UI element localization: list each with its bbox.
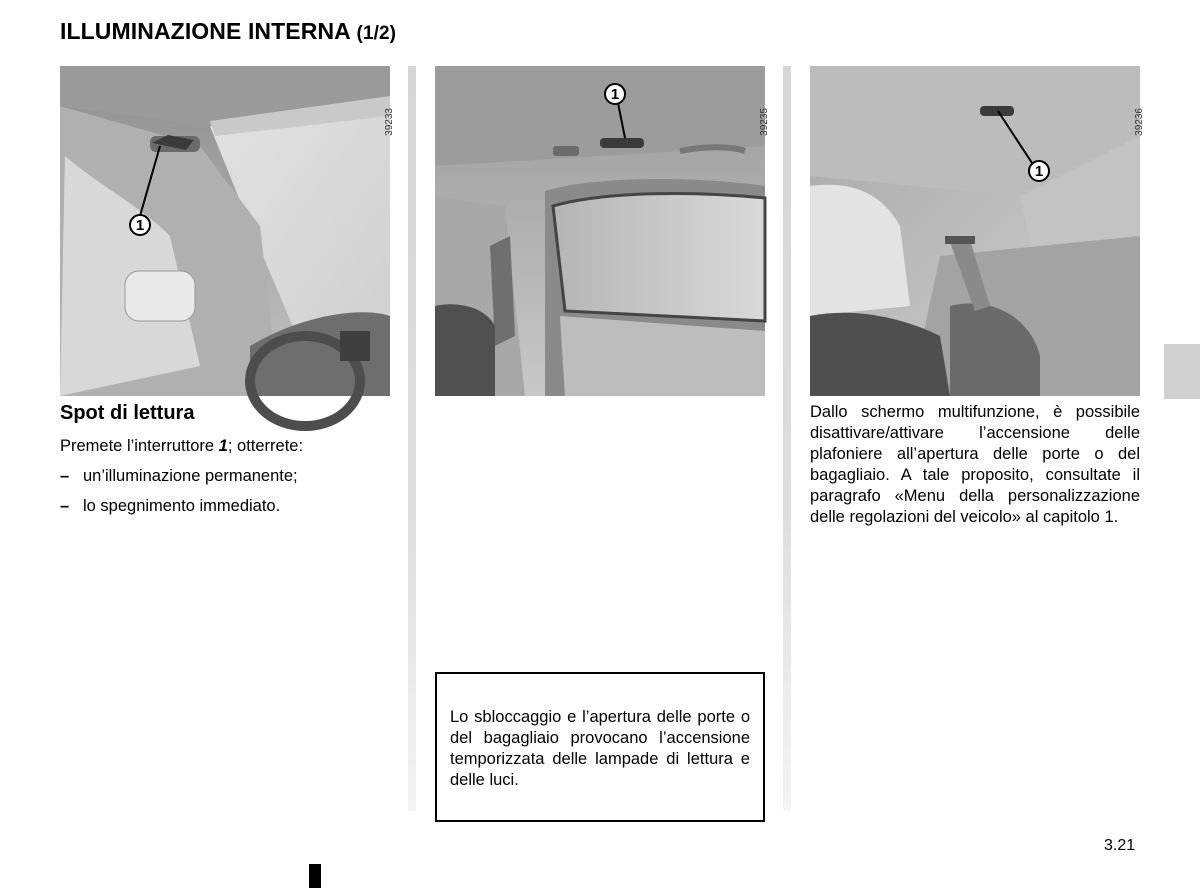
list-item-text: lo spegnimento immediato. xyxy=(83,497,281,515)
chapter-thumb-tab xyxy=(1164,344,1200,399)
callout-marker: 1 xyxy=(604,83,626,105)
column-separator-right xyxy=(783,66,791,811)
callout-marker: 1 xyxy=(1028,160,1050,182)
photo-courtesy-light xyxy=(810,66,1145,396)
switch-reference: 1 xyxy=(218,437,228,455)
section-heading: Spot di lettura xyxy=(60,402,195,424)
print-mark xyxy=(309,864,321,888)
note-text: Lo sbloccaggio e l’apertura delle porte o del bagagliaio provocano l’accensione temporizzata delle lampade di lettura e delle luci. xyxy=(450,708,750,789)
interior-rear-illustration xyxy=(435,66,765,396)
intro-text: Premete l’interruttore xyxy=(60,437,219,455)
page-title-main: ILLUMINAZIONE INTERNA xyxy=(60,18,351,44)
page-number: 3.21 xyxy=(1104,837,1136,854)
intro-text-end: ; otterrete: xyxy=(227,437,304,455)
callout-marker: 1 xyxy=(129,214,151,236)
interior-side-illustration xyxy=(810,66,1140,396)
photo-reference-number: 39235 xyxy=(759,108,770,136)
bullet-dash: – xyxy=(60,467,70,485)
bullet-dash: – xyxy=(60,497,70,515)
page-title xyxy=(60,18,396,45)
photo-reference-number: 39233 xyxy=(384,108,395,136)
photo-reading-spot-front xyxy=(60,66,395,396)
column-separator-left xyxy=(408,66,416,811)
interior-front-illustration xyxy=(60,66,390,396)
right-paragraph: Dallo schermo multifunzione, è possibile disattivare/attivare l’accensione delle plafoniere all’apertura delle porte o del bagagliaio. A tale proposito, consultate il paragrafo «Menu della personalizzazione delle regolazioni del veicolo» al capitolo 1. xyxy=(810,403,1140,526)
list-item-text: un’illuminazione permanente; xyxy=(83,467,298,485)
photo-reference-number: 39236 xyxy=(1134,108,1145,136)
note-box xyxy=(435,672,765,822)
photo-reading-spot-rear xyxy=(435,66,770,396)
list-item xyxy=(60,466,298,487)
page-title-part: (1/2) xyxy=(356,23,397,44)
list-item xyxy=(60,496,280,517)
section-intro xyxy=(60,436,303,457)
